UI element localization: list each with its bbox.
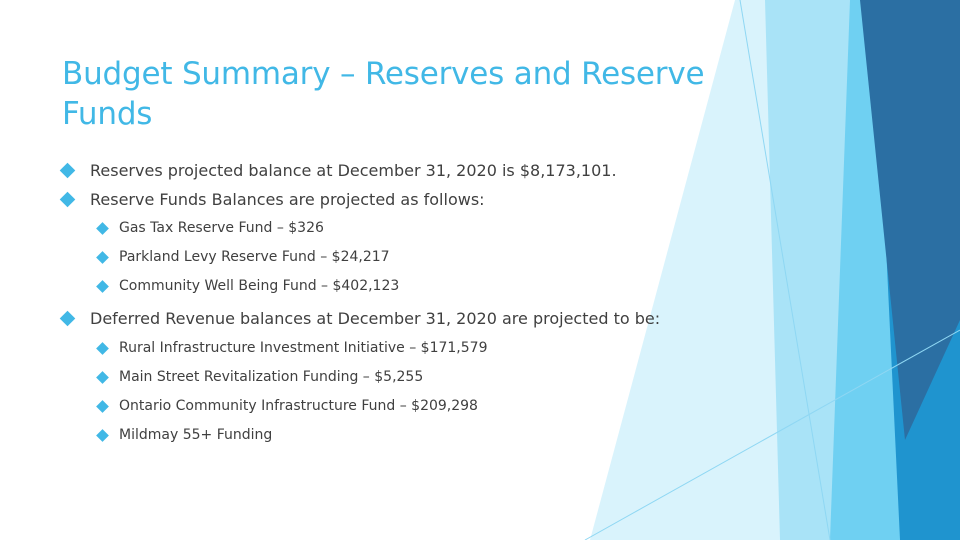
sub-bullet-item (98, 369, 423, 385)
bullet-text: Main Street Revitalization Funding – $5,255 (119, 369, 424, 385)
bullet-text: Reserves projected balance at December 31, 2020 is $8,173,101. (90, 161, 617, 180)
bullet-item (62, 190, 485, 209)
diamond-bullet-icon (96, 342, 109, 355)
diamond-bullet-icon (96, 429, 109, 442)
sub-bullet-item (98, 278, 399, 294)
bullet-text: Parkland Levy Reserve Fund – $24,217 (119, 249, 390, 265)
sub-bullet-item (98, 249, 390, 265)
sub-bullet-item (98, 398, 478, 414)
diamond-bullet-icon (60, 163, 76, 179)
bullet-item (62, 309, 660, 328)
bullet-item (62, 161, 617, 180)
bullet-text: Deferred Revenue balances at December 31, 2020 are projected to be: (90, 309, 661, 328)
sub-bullet-item (98, 427, 272, 443)
diamond-bullet-icon (96, 280, 109, 293)
diamond-bullet-icon (96, 400, 109, 413)
diamond-bullet-icon (96, 222, 109, 235)
bullet-text: Rural Infrastructure Investment Initiative – $171,579 (119, 340, 488, 356)
diamond-bullet-icon (60, 311, 76, 327)
bullet-text: Ontario Community Infrastructure Fund – $209,298 (119, 398, 478, 414)
bullet-text: Community Well Being Fund – $402,123 (119, 278, 400, 294)
bullet-text: Reserve Funds Balances are projected as follows: (90, 190, 485, 209)
sub-bullet-item (98, 220, 324, 236)
slide-title: Budget Summary – Reserves and Reserve Funds (62, 56, 705, 132)
diamond-bullet-icon (60, 192, 76, 208)
sub-bullet-item (98, 340, 487, 356)
diamond-bullet-icon (96, 251, 109, 264)
diamond-bullet-icon (96, 371, 109, 384)
bullet-text: Gas Tax Reserve Fund – $326 (119, 220, 324, 236)
bullet-text: Mildmay 55+ Funding (119, 427, 273, 443)
